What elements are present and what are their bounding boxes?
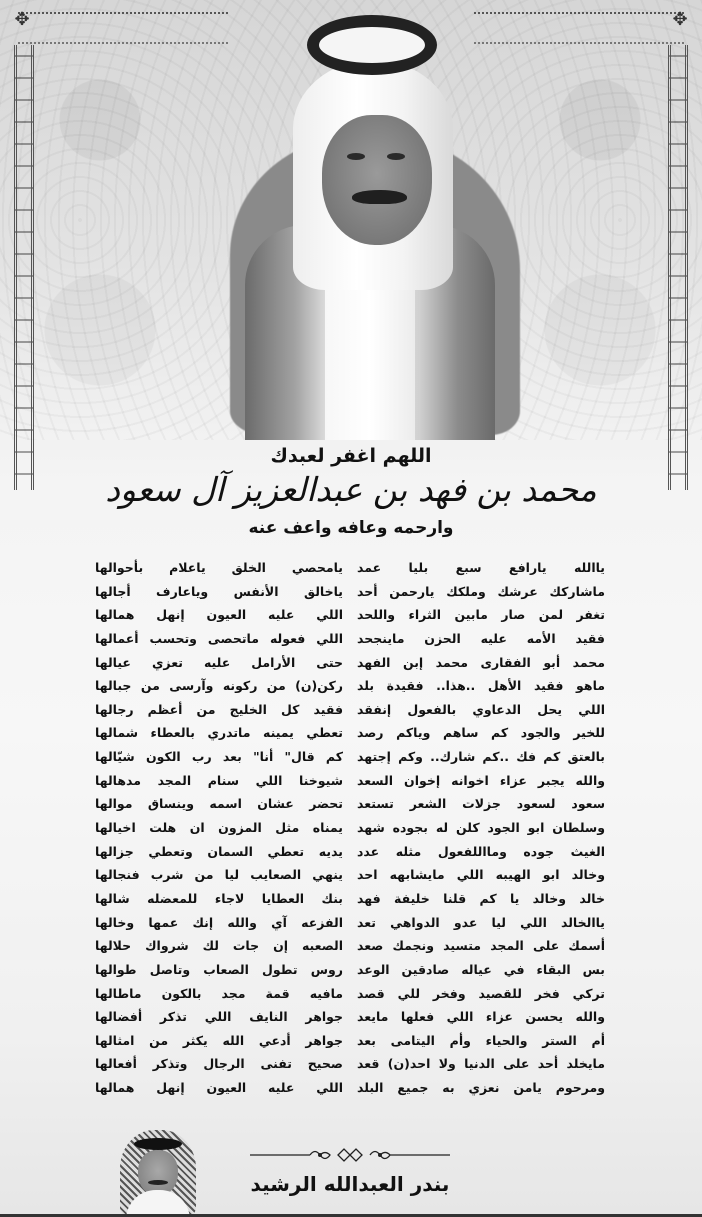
poem-line: للخير والجود كم ساهم وياكم رصد bbox=[357, 725, 605, 741]
poem-line: الفزعه آي والله إنك عمها وخالها bbox=[95, 914, 343, 930]
poem-line: خالد وخالد يا كم قلنا خليفة فهد bbox=[357, 890, 605, 906]
poem-line: ومرحوم يامن نعزي به جميع البلد bbox=[357, 1080, 605, 1096]
elegy-poem bbox=[95, 556, 605, 1141]
poem-line: ينهي الصعايب ليا من شرب فنجالها bbox=[95, 867, 343, 883]
poem-line: وسلطان ابو الجود كلن له بجوده شهد bbox=[357, 820, 605, 836]
poem-line: أم الستر والحياء وأم اليتامى بعد bbox=[357, 1032, 605, 1048]
prayer-subheading: وارحمه وعافه واعف عنه bbox=[248, 518, 454, 538]
poem-line: يديه تعطي السمان وتعطي جزالها bbox=[95, 843, 343, 859]
poem-line: تغفر لمن صار مابين الثراء واللحد bbox=[357, 607, 605, 623]
scroll-divider-icon bbox=[250, 1147, 450, 1163]
poet-mustache bbox=[148, 1180, 168, 1185]
poem-line: بالعتق كم فك ..كم شارك.. وكم إجتهد bbox=[357, 749, 605, 765]
corner-flourish-icon: ✥ bbox=[672, 9, 688, 30]
poem-line: روس تطول الصعاب وتاصل طوالها bbox=[95, 961, 343, 977]
poet-agal bbox=[134, 1138, 182, 1150]
poem-line: اللي عليه العيون إنهل همالها bbox=[95, 1080, 343, 1096]
poem-line: تركي فخر للقصيد وفخر للي قصد bbox=[357, 985, 605, 1001]
poem-line: مايخلد أحد على الدنيا ولا احد(ن) قعد bbox=[357, 1056, 605, 1072]
poem-line: وخالد ابو الهيبه اللي مايشابهه احد bbox=[357, 867, 605, 883]
hero-section bbox=[0, 0, 702, 440]
poem-line: اللي عليه العيون إنهل همالها bbox=[95, 607, 343, 623]
deceased-portrait bbox=[205, 15, 540, 435]
poem-column-right bbox=[357, 556, 605, 1100]
portrait-face bbox=[322, 115, 432, 245]
poem-line: بس البقاء في عياله صادقين الوعد bbox=[357, 961, 605, 977]
poem-line: ماشاركك عرشك وملكك يارحمن أحد bbox=[357, 583, 605, 599]
poem-line: مافيه قمة مجد بالكون ماطالها bbox=[95, 985, 343, 1001]
poem-line: شيوخنا اللي سنام المجد مدهالها bbox=[95, 772, 343, 788]
poem-line: الغيث جوده ومااللفعول مثله عدد bbox=[357, 843, 605, 859]
poem-line: ياالله يارافع سبع بليا عمد bbox=[357, 560, 605, 575]
poem-line: يامحصي الخلق ياعلام بأحوالها bbox=[95, 560, 343, 575]
deceased-name: محمد بن فهد بن عبدالعزيز آل سعود bbox=[105, 470, 597, 509]
poem-line: اللي فعوله ماتحصى وتحسب أعمالها bbox=[95, 630, 343, 646]
poet-photo bbox=[118, 1128, 198, 1216]
poem-line: جواهر النايف اللي تذكر أفضالها bbox=[95, 1009, 343, 1025]
poem-line: ماهو فقيد الأهل ..هذا.. فقيدة بلد bbox=[357, 678, 605, 694]
poem-line: محمد أبو الفقارى محمد إبن الفهد bbox=[357, 654, 605, 670]
poem-line: والله يحسن عزاء اللي فعلها مايعد bbox=[357, 1009, 605, 1025]
poem-line: فقيد كل الخليج من أعظم رجالها bbox=[95, 701, 343, 717]
ornamental-border-right bbox=[668, 45, 688, 490]
poem-line: اللي يحل الدعاوي بالفعول إنفقد bbox=[357, 701, 605, 717]
portrait-eye bbox=[387, 153, 405, 160]
poem-line: الصعبه إن جات لك شرواك حلالها bbox=[95, 938, 343, 954]
poem-line: والله يجبر عزاء اخوانه إخوان السعد bbox=[357, 772, 605, 788]
poem-line: فقيد الأمه عليه الحزن ماينجحد bbox=[357, 630, 605, 646]
poem-line: أسمك على المجد متسيد ونجمك صعد bbox=[357, 938, 605, 954]
corner-flourish-icon: ✥ bbox=[14, 9, 30, 30]
poem-line: جواهر أدعي الله يكثر من امثالها bbox=[95, 1032, 343, 1048]
poem-column-left bbox=[95, 556, 343, 1100]
poem-line: ياخالق الأنفس وياعارف أجالها bbox=[95, 583, 343, 599]
poem-line: ياالخالد اللي ليا عدو الدواهي تعد bbox=[357, 914, 605, 930]
poet-name: بندر العبدالله الرشيد bbox=[250, 1172, 450, 1196]
poem-line: ركن(ن) من ركونه وآرسى من جبالها bbox=[95, 678, 343, 694]
poem-line: حتى الأرامل عليه تعزي عيالها bbox=[95, 654, 343, 670]
poem-line: صحيح تفنى الرجال وتذكر أفعالها bbox=[95, 1056, 343, 1072]
ornamental-border-left bbox=[14, 45, 34, 490]
poem-line: سعود لسعود جزلات الشعر تستعد bbox=[357, 796, 605, 812]
ornamental-border-top-left bbox=[18, 12, 228, 44]
portrait-eye bbox=[347, 153, 365, 160]
poem-line: كم قال" أنا" بعد رب الكون شيّالها bbox=[95, 749, 343, 765]
prayer-heading: اللهم اغفر لعبدك bbox=[270, 445, 432, 467]
poem-line: تعطي يمينه ماتدري بالعطاء شمالها bbox=[95, 725, 343, 741]
poem-line: بنك العطايا لاجاء للمعضله شالها bbox=[95, 890, 343, 906]
portrait-mustache bbox=[352, 190, 407, 204]
poem-line: تحضر عشان اسمه وينساق موالها bbox=[95, 796, 343, 812]
portrait-agal bbox=[307, 15, 437, 75]
poem-line: يمناه مثل المزون ان هلت اخيالها bbox=[95, 820, 343, 836]
